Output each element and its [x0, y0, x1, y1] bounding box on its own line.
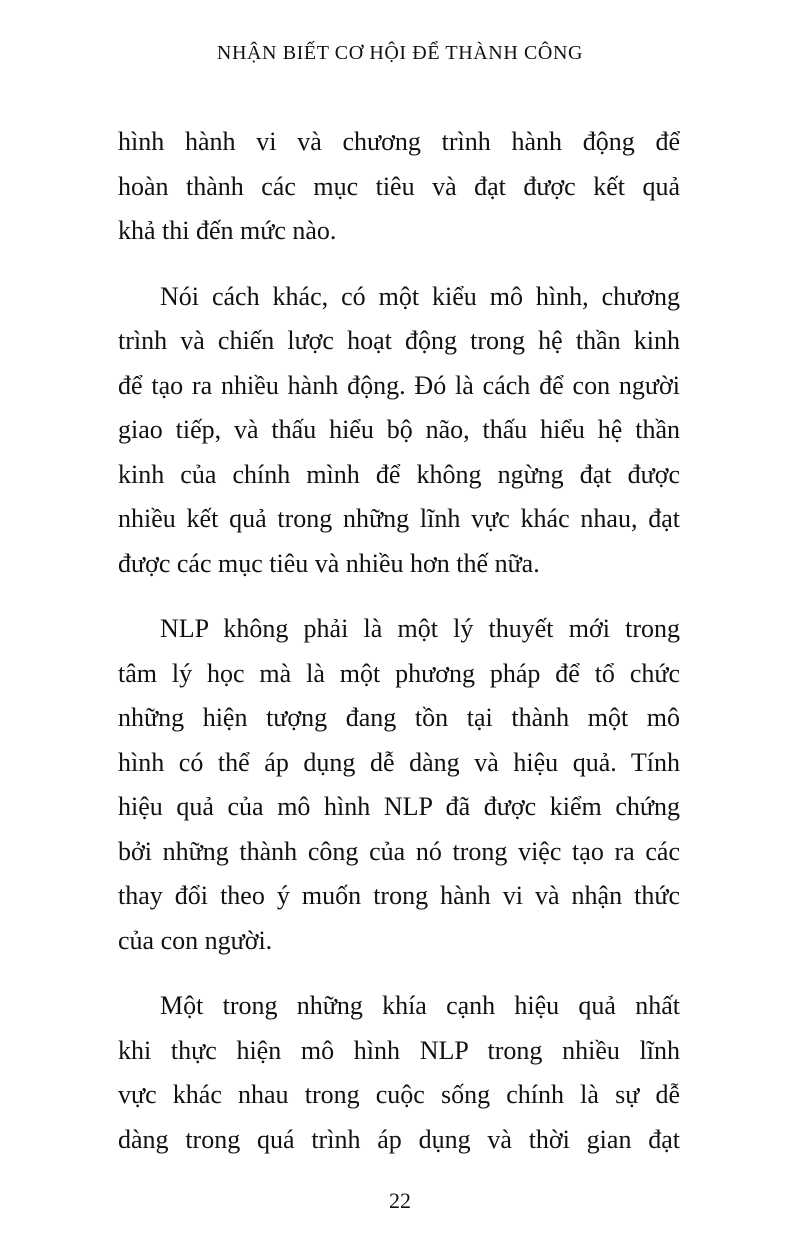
text-line: bởi những thành công của nó trong việc tạo ra các	[118, 836, 680, 866]
text-line: vực khác nhau trong cuộc sống chính là sự dễ	[118, 1080, 680, 1109]
text-line: giao tiếp, và thấu hiểu bộ não, thấu hiểu hệ thần	[118, 415, 680, 444]
text-line: để tạo ra nhiều hành động. Đó là cách để con người	[118, 370, 680, 400]
paragraph-4	[118, 984, 680, 1162]
text-line: được các mục tiêu và nhiều hơn thế nữa.	[118, 548, 540, 578]
page-number: 22	[389, 1188, 411, 1213]
text-line: nhiều kết quả trong những lĩnh vực khác nhau, đạt	[118, 504, 680, 533]
text-line: kinh của chính mình để không ngừng đạt được	[118, 459, 680, 489]
text-line: hiệu quả của mô hình NLP đã được kiểm chứng	[118, 792, 680, 821]
text-line: thay đổi theo ý muốn trong hành vi và nhận thức	[118, 881, 680, 910]
page-body	[118, 120, 680, 1183]
text-line: NLP không phải là một lý thuyết mới trong	[160, 614, 680, 643]
running-header: NHẬN BIẾT CƠ HỘI ĐỂ THÀNH CÔNG	[216, 42, 584, 64]
text-line: hoàn thành các mục tiêu và đạt được kết quả	[118, 171, 680, 201]
text-line: tâm lý học mà là một phương pháp để tổ chức	[118, 658, 680, 688]
paragraph-2	[118, 275, 680, 587]
text-line: Một trong những khía cạnh hiệu quả nhất	[160, 991, 680, 1020]
text-line: của con người.	[118, 925, 273, 955]
paragraph-3	[118, 607, 680, 963]
text-line: hình có thể áp dụng dễ dàng và hiệu quả. Tính	[118, 747, 680, 777]
text-line: trình và chiến lược hoạt động trong hệ thần kinh	[118, 326, 680, 355]
text-line: khi thực hiện mô hình NLP trong nhiều lĩnh	[118, 1035, 680, 1065]
text-line: khả thi đến mức nào.	[118, 216, 337, 245]
text-line: Nói cách khác, có một kiểu mô hình, chương	[160, 281, 680, 311]
paragraph-1	[118, 120, 680, 254]
text-line: dàng trong quá trình áp dụng và thời gian đạt	[118, 1124, 680, 1154]
text-line: những hiện tượng đang tồn tại thành một mô	[118, 703, 680, 732]
text-line: hình hành vi và chương trình hành động để	[118, 127, 680, 156]
